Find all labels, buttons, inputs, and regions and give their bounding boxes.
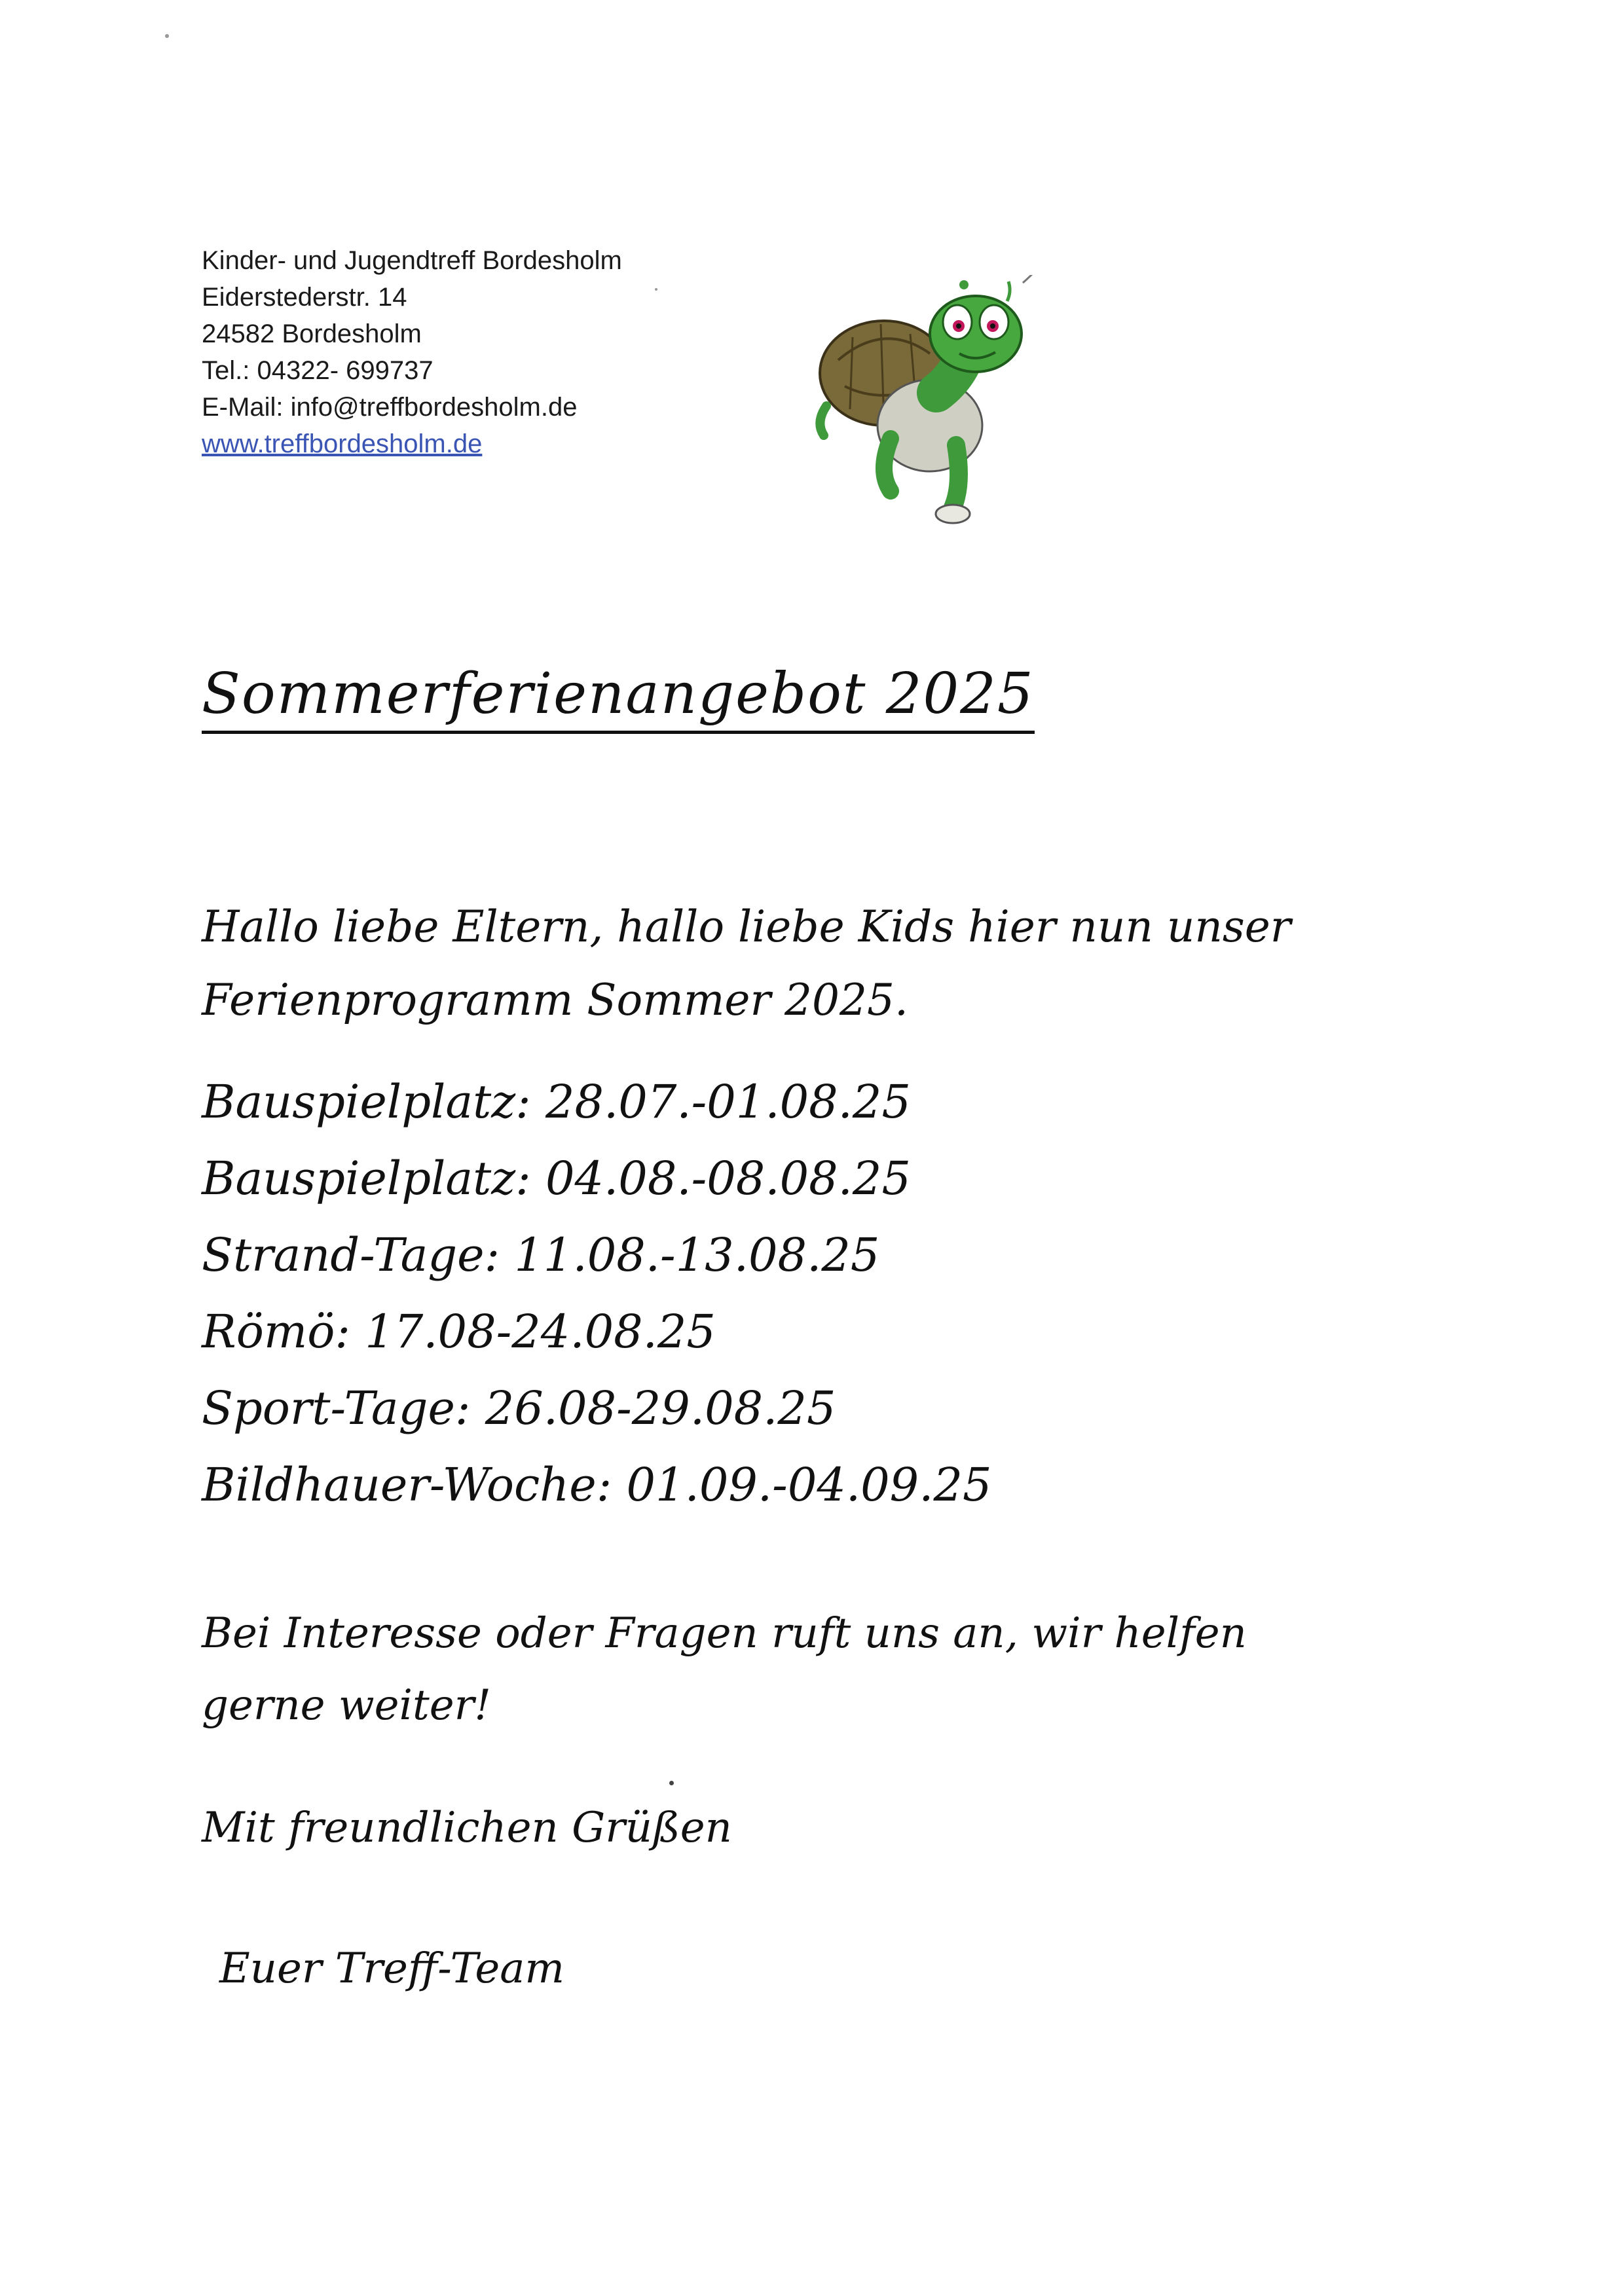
address-block (202, 242, 622, 462)
signoff: Euer Treff-Team (219, 1944, 565, 1993)
schedule-item: Römö: 17.08-24.08.25 (202, 1305, 716, 1358)
email: E-Mail: info@treffbordesholm.de (202, 393, 578, 422)
phone: Tel.: 04322- 699737 (202, 356, 434, 385)
org-name: Kinder- und Jugendtreff Bordesholm (202, 246, 622, 275)
schedule-item: Sport-Tage: 26.08-29.08.25 (202, 1381, 836, 1435)
closing-greeting: Mit freundlichen Grüßen (202, 1804, 732, 1852)
interest-paragraph (202, 1597, 1247, 1741)
schedule-item: Bauspielplatz: 28.07.-01.08.25 (202, 1075, 911, 1129)
schedule-list (202, 1064, 992, 1523)
greeting-line: Ferienprogramm Sommer 2025. (202, 975, 908, 1025)
schedule-item: Strand-Tage: 11.08.-13.08.25 (202, 1228, 880, 1282)
website-link[interactable]: www.treffbordesholm.de (202, 429, 483, 458)
greeting (202, 890, 1291, 1037)
page-title: Sommerferienangebot 2025 (202, 661, 1035, 734)
interest-line: gerne weiter! (202, 1681, 491, 1730)
schedule-item: Bildhauer-Woche: 01.09.-04.09.25 (202, 1458, 992, 1512)
interest-line: Bei Interesse oder Fragen ruft uns an, wir helfen (202, 1609, 1247, 1658)
scan-speck (655, 288, 657, 291)
schedule-item: Bauspielplatz: 04.08.-08.08.25 (202, 1152, 911, 1205)
street-address: Eiderstederstr. 14 (202, 283, 407, 312)
city: 24582 Bordesholm (202, 319, 422, 348)
turtle-mascot-icon (812, 275, 1048, 537)
greeting-line: Hallo liebe Eltern, hallo liebe Kids hier nun unser (202, 902, 1291, 952)
scan-speck (165, 34, 169, 38)
scan-speck (669, 1781, 674, 1785)
